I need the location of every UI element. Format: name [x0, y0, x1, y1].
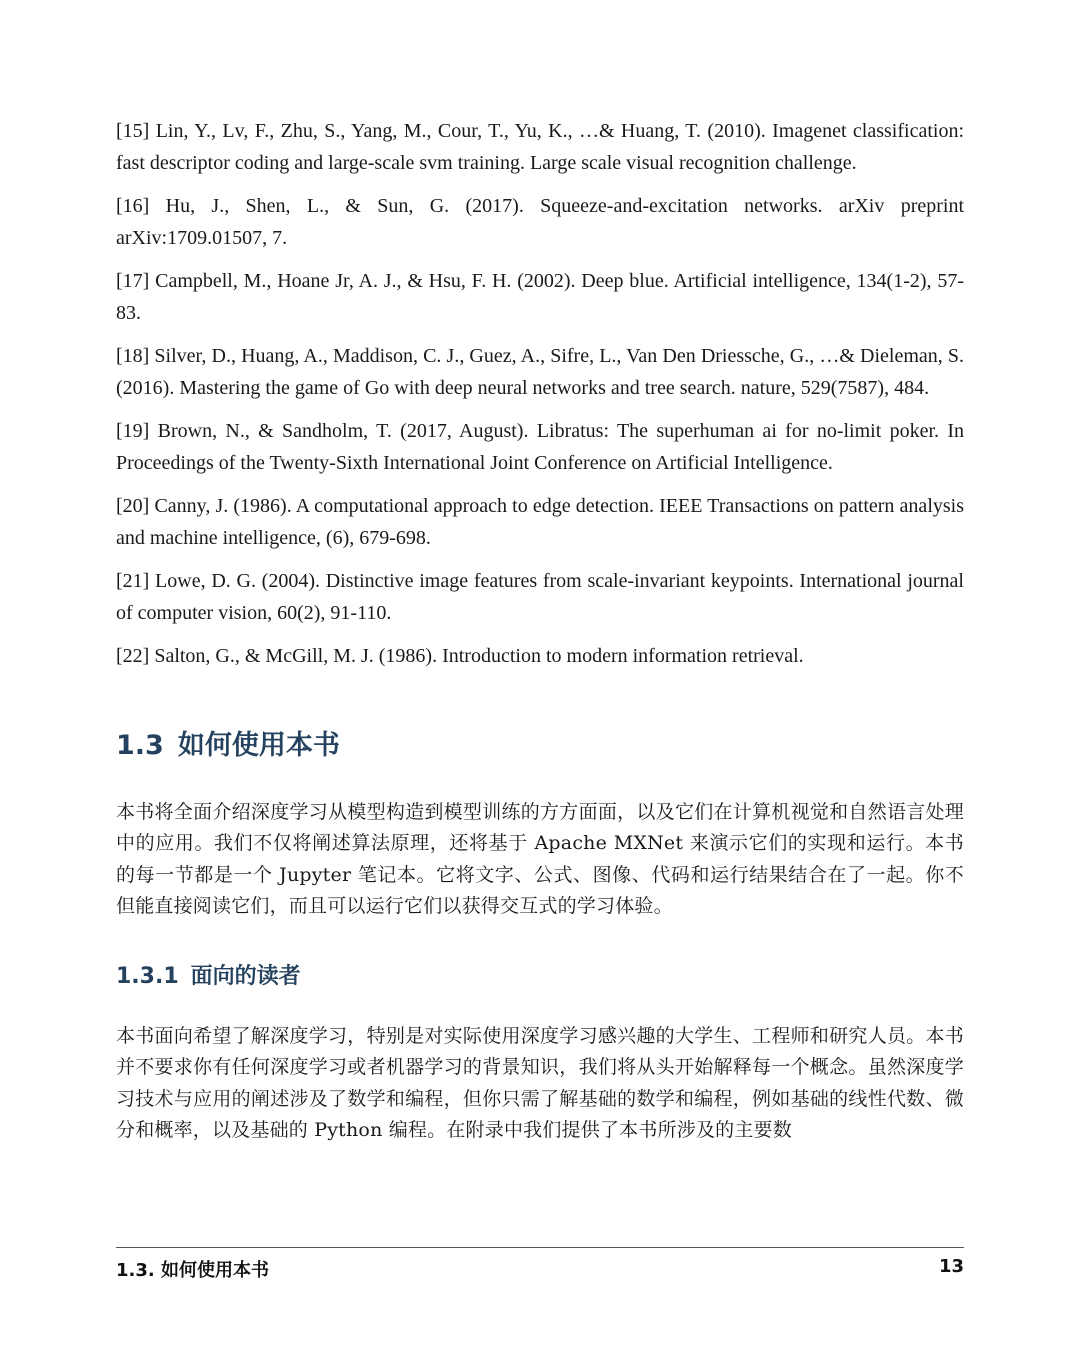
page-content: [116, 116, 964, 1147]
section-paragraph: 本书将全面介绍深度学习从模型构造到模型训练的方方面面，以及它们在计算机视觉和自然语言处理中的应用。我们不仅将阐述算法原理，还将基于 Apache MXNet 来演示它们的实现和运行。本书的每一节都是一个 Jupyter 笔记本。它将文字、公式、图像、代码和运行结果结合在了一起。你不但能直接阅读它们，而且可以运行它们以获得交互式的学习体验。: [116, 800, 964, 917]
section-heading: [116, 729, 964, 763]
reference-list: [116, 116, 964, 673]
reference-16: [16] Hu, J., Shen, L., & Sun, G. (2017). Squeeze-and-excitation networks. arXiv preprint arXiv:1709.01507, 7.: [116, 195, 964, 249]
subsection-paragraph: 本书面向希望了解深度学习，特别是对实际使用深度学习感兴趣的大学生、工程师和研究人员。本书并不要求你有任何深度学习或者机器学习的背景知识，我们将从头开始解释每一个概念。虽然深度学习技术与应用的阐述涉及了数学和编程，但你只需了解基础的数学和编程，例如基础的线性代数、微分和概率，以及基础的 Python 编程。在附录中我们提供了本书所涉及的主要数: [116, 1024, 964, 1141]
subsection-title: 面向的读者: [190, 963, 301, 989]
reference-22: [22] Salton, G., & McGill, M. J. (1986). Introduction to modern information retrieval.: [116, 645, 804, 667]
footer-section-label: 1.3. 如何使用本书: [116, 1260, 269, 1281]
subsection-number: 1.3.1: [116, 963, 179, 989]
footer-page-number: 13: [938, 1256, 964, 1277]
page-footer: [116, 1247, 964, 1282]
section-number: 1.3: [116, 729, 164, 761]
reference-15: [15] Lin, Y., Lv, F., Zhu, S., Yang, M., Cour, T., Yu, K., …& Huang, T. (2010). Imagenet classification: fast descriptor coding and large-scale svm training. Large scale visual recognition challenge.: [116, 120, 964, 174]
reference-17: [17] Campbell, M., Hoane Jr, A. J., & Hsu, F. H. (2002). Deep blue. Artificial intelligence, 134(1-2), 57-83.: [116, 270, 964, 324]
subsection-heading: [116, 963, 964, 991]
section-title: 如何使用本书: [177, 729, 340, 761]
reference-19: [19] Brown, N., & Sandholm, T. (2017, August). Libratus: The superhuman ai for no-limit poker. In Proceedings of the Twenty-Sixth International Joint Conference on Artificial Intelligence.: [116, 420, 964, 474]
reference-18: [18] Silver, D., Huang, A., Maddison, C. J., Guez, A., Sifre, L., Van Den Driessche, G., …& Dieleman, S. (2016). Mastering the game of Go with deep neural networks and tree search. nature, 529(7587), 484.: [116, 345, 964, 399]
reference-21: [21] Lowe, D. G. (2004). Distinctive image features from scale-invariant keypoints. International journal of computer vision, 60(2), 91-110.: [116, 570, 964, 624]
reference-20: [20] Canny, J. (1986). A computational approach to edge detection. IEEE Transactions on pattern analysis and machine intelligence, (6), 679-698.: [116, 495, 964, 549]
